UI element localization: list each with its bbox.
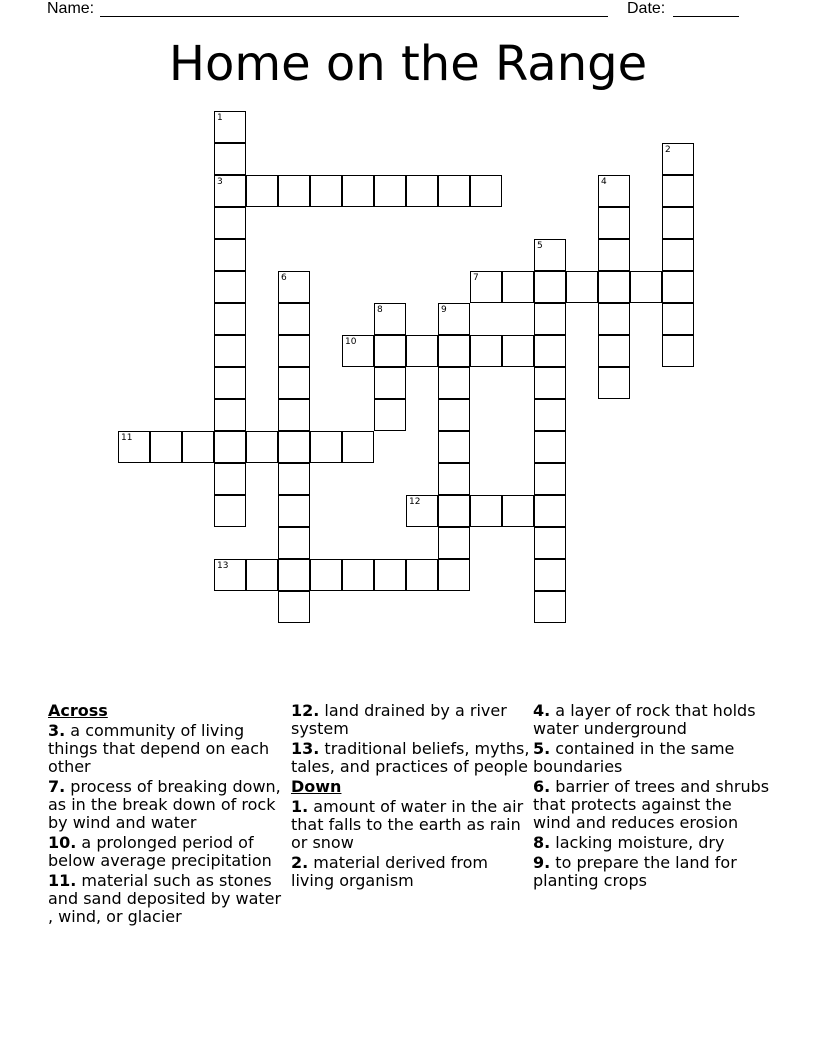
- grid-cell[interactable]: [278, 399, 310, 431]
- grid-cell[interactable]: [534, 271, 566, 303]
- grid-cell[interactable]: [374, 367, 406, 399]
- across-clue: [48, 778, 288, 832]
- grid-cell[interactable]: [374, 399, 406, 431]
- grid-cell[interactable]: [406, 335, 438, 367]
- clue-number: 6: [281, 273, 287, 283]
- grid-cell[interactable]: [534, 591, 566, 623]
- grid-cell[interactable]: [374, 559, 406, 591]
- grid-cell[interactable]: [438, 367, 470, 399]
- grid-cell[interactable]: [502, 495, 534, 527]
- clue-number: 2: [665, 145, 671, 155]
- clue-text: a layer of rock that holds water underground: [533, 701, 756, 738]
- clue-column-3: [533, 702, 773, 892]
- grid-cell[interactable]: [662, 175, 694, 207]
- grid-cell[interactable]: [502, 271, 534, 303]
- grid-cell[interactable]: [214, 495, 246, 527]
- clue-number-label: 1.: [291, 797, 309, 816]
- grid-cell[interactable]: [566, 271, 598, 303]
- grid-cell[interactable]: [278, 303, 310, 335]
- clue-number: 10: [345, 337, 357, 347]
- grid-cell[interactable]: [598, 207, 630, 239]
- grid-cell[interactable]: [534, 367, 566, 399]
- down-clue: [291, 854, 531, 890]
- clue-number: 8: [377, 305, 383, 315]
- grid-cell[interactable]: [278, 463, 310, 495]
- grid-cell[interactable]: [342, 175, 374, 207]
- grid-cell[interactable]: [278, 559, 310, 591]
- grid-cell[interactable]: [182, 431, 214, 463]
- grid-cell[interactable]: [470, 175, 502, 207]
- down-clue: [533, 778, 773, 832]
- grid-cell[interactable]: [214, 271, 246, 303]
- across-clue: [48, 722, 288, 776]
- clue-text: a community of living things that depend on each other: [48, 721, 270, 776]
- grid-cell[interactable]: [438, 495, 470, 527]
- grid-cell[interactable]: [438, 559, 470, 591]
- date-label: Date:: [627, 0, 666, 17]
- grid-cell[interactable]: [374, 335, 406, 367]
- name-field[interactable]: [100, 16, 608, 17]
- clue-text: to prepare the land for planting crops: [533, 853, 737, 890]
- clue-number: 5: [537, 241, 543, 251]
- across-clue: [48, 834, 288, 870]
- down-clue: [533, 702, 773, 738]
- grid-cell[interactable]: [342, 559, 374, 591]
- grid-cell[interactable]: [278, 527, 310, 559]
- grid-cell[interactable]: [662, 271, 694, 303]
- grid-cell[interactable]: [214, 303, 246, 335]
- clue-column-1: [48, 702, 288, 928]
- grid-cell[interactable]: [470, 335, 502, 367]
- puzzle-title: Home on the Range: [168, 36, 648, 92]
- grid-cell[interactable]: [214, 559, 246, 591]
- grid-cell[interactable]: [438, 303, 470, 335]
- grid-cell[interactable]: [534, 463, 566, 495]
- grid-cell[interactable]: [374, 303, 406, 335]
- clue-text: traditional beliefs, myths, tales, and practices of people: [291, 739, 530, 776]
- name-label: Name:: [47, 0, 95, 17]
- clue-text: land drained by a river system: [291, 701, 507, 738]
- grid-cell[interactable]: [214, 143, 246, 175]
- grid-cell[interactable]: [214, 111, 246, 143]
- grid-cell[interactable]: [470, 271, 502, 303]
- grid-cell[interactable]: [662, 335, 694, 367]
- grid-cell[interactable]: [406, 495, 438, 527]
- grid-cell[interactable]: [598, 303, 630, 335]
- grid-cell[interactable]: [150, 431, 182, 463]
- grid-cell[interactable]: [278, 591, 310, 623]
- grid-cell[interactable]: [534, 239, 566, 271]
- clue-number: 12: [409, 497, 421, 507]
- clue-text: a prolonged period of below average precipitation: [48, 833, 272, 870]
- grid-cell[interactable]: [214, 335, 246, 367]
- grid-cell[interactable]: [278, 431, 310, 463]
- grid-cell[interactable]: [470, 495, 502, 527]
- grid-cell[interactable]: [438, 399, 470, 431]
- clue-number: 7: [473, 273, 479, 283]
- grid-cell[interactable]: [534, 495, 566, 527]
- grid-cell[interactable]: [438, 463, 470, 495]
- grid-cell[interactable]: [598, 367, 630, 399]
- grid-cell[interactable]: [374, 175, 406, 207]
- grid-cell[interactable]: [630, 271, 662, 303]
- grid-cell[interactable]: [406, 559, 438, 591]
- grid-cell[interactable]: [246, 431, 278, 463]
- grid-cell[interactable]: [438, 335, 470, 367]
- clue-number-label: 12.: [291, 701, 320, 720]
- grid-cell[interactable]: [278, 175, 310, 207]
- grid-cell[interactable]: [534, 527, 566, 559]
- across-clue: [48, 872, 288, 926]
- clue-number-label: 9.: [533, 853, 551, 872]
- grid-cell[interactable]: [278, 335, 310, 367]
- grid-cell[interactable]: [278, 495, 310, 527]
- clue-number-label: 2.: [291, 853, 309, 872]
- grid-cell[interactable]: [534, 303, 566, 335]
- down-clue: [291, 798, 531, 852]
- grid-cell[interactable]: [246, 175, 278, 207]
- grid-cell[interactable]: [310, 431, 342, 463]
- clue-number-label: 11.: [48, 871, 77, 890]
- clue-text: material derived from living organism: [291, 853, 488, 890]
- grid-cell[interactable]: [662, 207, 694, 239]
- grid-cell[interactable]: [438, 527, 470, 559]
- down-heading: Down: [291, 777, 342, 796]
- grid-cell[interactable]: [598, 175, 630, 207]
- grid-cell[interactable]: [534, 431, 566, 463]
- clue-number-label: 8.: [533, 833, 551, 852]
- grid-cell[interactable]: [214, 463, 246, 495]
- grid-cell[interactable]: [406, 175, 438, 207]
- across-heading: Across: [48, 701, 108, 720]
- grid-cell[interactable]: [214, 207, 246, 239]
- grid-cell[interactable]: [310, 559, 342, 591]
- grid-cell[interactable]: [214, 367, 246, 399]
- clue-number: 3: [217, 177, 223, 187]
- grid-cell[interactable]: [534, 335, 566, 367]
- grid-cell[interactable]: [598, 239, 630, 271]
- grid-cell[interactable]: [598, 271, 630, 303]
- grid-cell[interactable]: [502, 335, 534, 367]
- across-clue: [291, 740, 531, 776]
- down-clue: [533, 854, 773, 890]
- header: [0, 0, 816, 22]
- grid-cell[interactable]: [342, 335, 374, 367]
- clue-number-label: 5.: [533, 739, 551, 758]
- clue-number: 4: [601, 177, 607, 187]
- grid-cell[interactable]: [214, 431, 246, 463]
- grid-cell[interactable]: [662, 143, 694, 175]
- grid-cell[interactable]: [598, 335, 630, 367]
- grid-cell[interactable]: [310, 175, 342, 207]
- clue-text: lacking moisture, dry: [550, 833, 725, 852]
- grid-cell[interactable]: [534, 399, 566, 431]
- grid-cell[interactable]: [214, 175, 246, 207]
- grid-cell[interactable]: [662, 239, 694, 271]
- grid-cell[interactable]: [438, 431, 470, 463]
- clue-text: material such as stones and sand deposited by water , wind, or glacier: [48, 871, 282, 926]
- grid-cell[interactable]: [278, 367, 310, 399]
- grid-cell[interactable]: [214, 239, 246, 271]
- clue-number-label: 13.: [291, 739, 320, 758]
- grid-cell[interactable]: [342, 431, 374, 463]
- clue-text: barrier of trees and shrubs that protects against the wind and reduces erosion: [533, 777, 770, 832]
- grid-cell[interactable]: [246, 559, 278, 591]
- clue-text: process of breaking down, as in the break down of rock by wind and water: [48, 777, 281, 832]
- clue-number: 11: [121, 433, 133, 443]
- down-clue: [533, 740, 773, 776]
- clue-number: 1: [217, 113, 223, 123]
- clue-text: contained in the same boundaries: [533, 739, 735, 776]
- clue-number-label: 3.: [48, 721, 66, 740]
- grid-cell[interactable]: [214, 399, 246, 431]
- clue-number-label: 6.: [533, 777, 551, 796]
- grid-cell[interactable]: [662, 303, 694, 335]
- grid-cell[interactable]: [118, 431, 150, 463]
- across-clue: [291, 702, 531, 738]
- down-clue: [533, 834, 773, 852]
- date-field[interactable]: [673, 16, 739, 17]
- grid-cell[interactable]: [278, 271, 310, 303]
- clue-number: 9: [441, 305, 447, 315]
- grid-cell[interactable]: [534, 559, 566, 591]
- clue-number-label: 7.: [48, 777, 66, 796]
- clue-column-2: [291, 702, 531, 892]
- clue-number: 13: [217, 561, 229, 571]
- clue-text: amount of water in the air that falls to the earth as rain or snow: [291, 797, 524, 852]
- clue-number-label: 4.: [533, 701, 551, 720]
- grid-cell[interactable]: [438, 175, 470, 207]
- clue-number-label: 10.: [48, 833, 77, 852]
